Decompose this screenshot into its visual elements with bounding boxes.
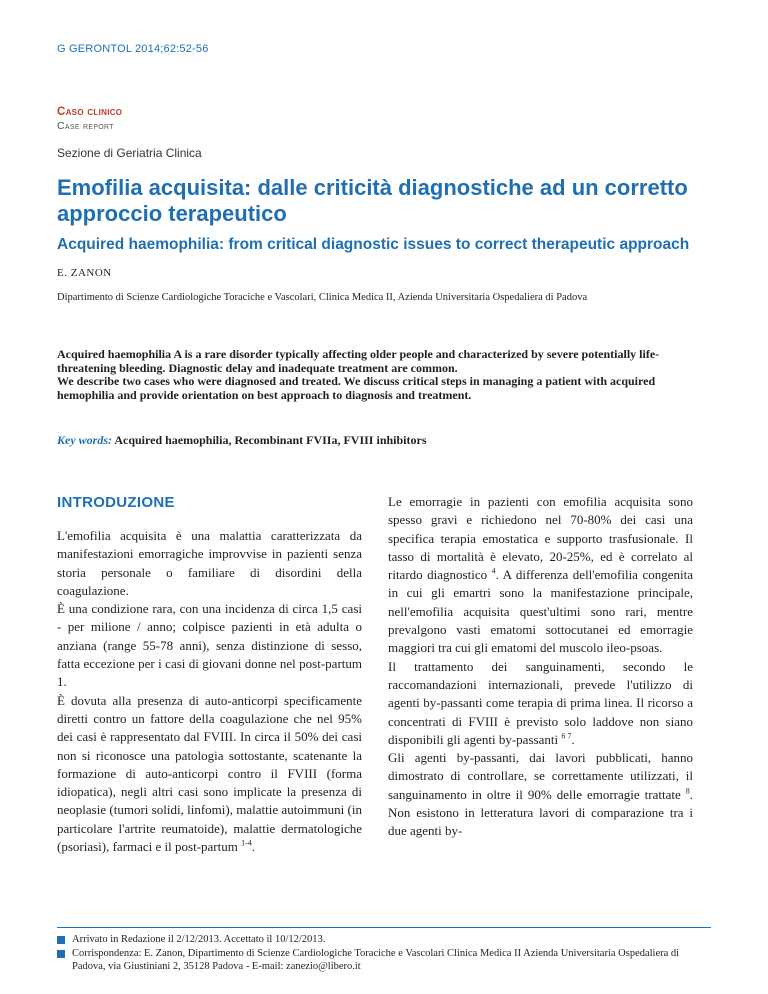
body-text: . Non esistono in letteratura lavori di comparazione tra i due agenti by- bbox=[388, 786, 694, 839]
body-paragraph: È una condizione rara, con una incidenza di circa 1,5 casi - per milione / anno; colpisce pazienti in età adulta o anziana (range 55-78 anni), senza distinzione di sesso, fatta eccezione per i casi di giovani donne nel post-partum 1. bbox=[57, 601, 362, 690]
keywords bbox=[57, 433, 712, 448]
abstract-paragraph: We describe two cases who were diagnosed and treated. We discuss critical steps in managing a patient with acquired hemophilia and provide orientation on best approach to diagnosis and treatment. bbox=[57, 374, 656, 402]
square-bullet-icon bbox=[57, 950, 65, 958]
footer-notes bbox=[57, 933, 711, 974]
body-paragraph bbox=[388, 749, 693, 840]
section-heading-introduzione: INTRODUZIONE bbox=[57, 494, 175, 511]
abstract-paragraph: Acquired haemophilia A is a rare disorder typically affecting older people and characterized by severe potentially life-threatening bleeding. Diagnostic delay and inadequate treatment are common. bbox=[57, 347, 660, 375]
title-italian: Emofilia acquisita: dalle criticità diagnostiche ad un corretto approccio terapeutico bbox=[57, 175, 688, 226]
body-text: Le emorragie in pazienti con emofilia acquisita sono spesso gravi e richiedono nel 70-80% dei casi una specifica terapia emostatica e supporto trasfusionale. Il tasso di mortalità è elevato, 20-25%, ed è correlato al ritardo diagnostico bbox=[388, 494, 693, 583]
citation-ref: 8 bbox=[685, 786, 690, 796]
author: E. ZANON bbox=[57, 267, 112, 279]
body-column-left bbox=[57, 527, 362, 856]
footnote-text: Arrivato in Redazione il 2/12/2013. Accettato il 10/12/2013. bbox=[72, 934, 326, 945]
body-text: È dovuta alla presenza di auto-anticorpi specificamente diretti contro un fattore della coagulazione che nel 95% dei casi è rappresentato dal FVIII. In circa il 50% dei casi non si riconosce una patologia sottostante, scatenante la formazione di auto-anticorpi contro il FVIII (forma idiopatica), negli altri casi sono implicate la presenza di neoplasie (tumori solidi, linfomi), malattie autoimmuni (in particolare l'artrite reumatoide), malattie dermatologiche (psoriasi), farmaci e il post-partum bbox=[57, 692, 362, 855]
body-text: Gli agenti by-passanti, dai lavori pubblicati, hanno dimostrato di controllare, se correttamente utilizzati, il sanguinamento in oltre il 90% delle emorragie trattate bbox=[388, 750, 693, 802]
article-type-en: Case report bbox=[57, 120, 114, 132]
body-paragraph: Il trattamento dei sanguinamenti, secondo le raccomandazioni internazionali, prevede l'utilizzo di agenti by-passanti come terapia di prima linea. Il ricorso a concentrati di FVIII è previsto solo laddove non siano disponibili gli agenti by-passanti $^{6 7}$. bbox=[388, 658, 693, 747]
citation-ref: 4 bbox=[491, 566, 496, 576]
section-name: Sezione di Geriatria Clinica bbox=[57, 146, 202, 160]
body-paragraph: L'emofilia acquisita è una malattia caratterizzata da manifestazioni emorragiche improvvise in pazienti senza storia personale o familiare di disordini della coagulazione. bbox=[57, 528, 362, 598]
affiliation: Dipartimento di Scienze Cardiologiche Toraciche e Vascolari, Clinica Medica II, Azienda Universitaria Ospedaliera di Padova bbox=[57, 292, 588, 303]
footnote-text: Corrispondenza: E. Zanon, Dipartimento di Scienze Cardiologiche Toraciche e Vascolari Clinica Medica II Azienda Universitaria Ospedaliera di Padova, via Giustiniani 2, 35128 Padova - E-mail: zanezio@libero.it bbox=[72, 947, 680, 972]
citation-ref: 6 7 bbox=[561, 731, 572, 741]
footnote-correspondence bbox=[57, 947, 711, 974]
footer-divider bbox=[57, 927, 711, 928]
article-type-it: Caso clinico bbox=[57, 106, 123, 118]
article-type bbox=[57, 105, 122, 133]
keywords-label: Key words: bbox=[57, 433, 112, 447]
body-column-right bbox=[388, 493, 693, 841]
abstract bbox=[57, 348, 712, 402]
body-text: . A differenza dell'emofilia congenita in cui gli emartri sono la manifestazione principale, nell'emofilia acquisita quest'ultimi sono rari, mentre prevalgono vasti ematomi sottocutanei ed emorragie maggiori tra cui gli ematomi del muscolo ileo-psoas. bbox=[388, 567, 694, 656]
footnote-received bbox=[57, 933, 711, 947]
body-paragraph: È dovuta alla presenza di auto-anticorpi specificamente diretti contro un fattore della coagulazione che nel 95% dei casi è rappresentato dal FVIII. In circa il 50% dei casi non si riconosce una patologia sottostante, scatenante la formazione di auto-anticorpi contro il FVIII (forma idiopatica), negli altri casi sono implicate la presenza di neoplasie (tumori solidi, linfomi), malattie autoimmuni (in particolare l'artrite reumatoide), malattie dermatologiche (psoriasi), farmaci e il post-partum $^{1-4}$. bbox=[57, 692, 362, 855]
title-english: Acquired haemophilia: from critical diagnostic issues to correct therapeutic approach bbox=[57, 236, 690, 253]
body-text: Il trattamento dei sanguinamenti, secondo le raccomandazioni internazionali, prevede l'utilizzo di agenti by-passanti come terapia di prima linea. Il ricorso a concentrati di FVIII è previsto solo laddove non siano disponibili gli agenti by-passanti bbox=[388, 658, 693, 747]
body-paragraph bbox=[388, 493, 693, 658]
citation-ref: 1-4 bbox=[241, 838, 252, 848]
keywords-text: Acquired haemophilia, Recombinant FVIIa, FVIII inhibitors bbox=[114, 433, 427, 447]
journal-reference: G GERONTOL 2014;62:52-56 bbox=[57, 43, 209, 55]
square-bullet-icon bbox=[57, 936, 65, 944]
